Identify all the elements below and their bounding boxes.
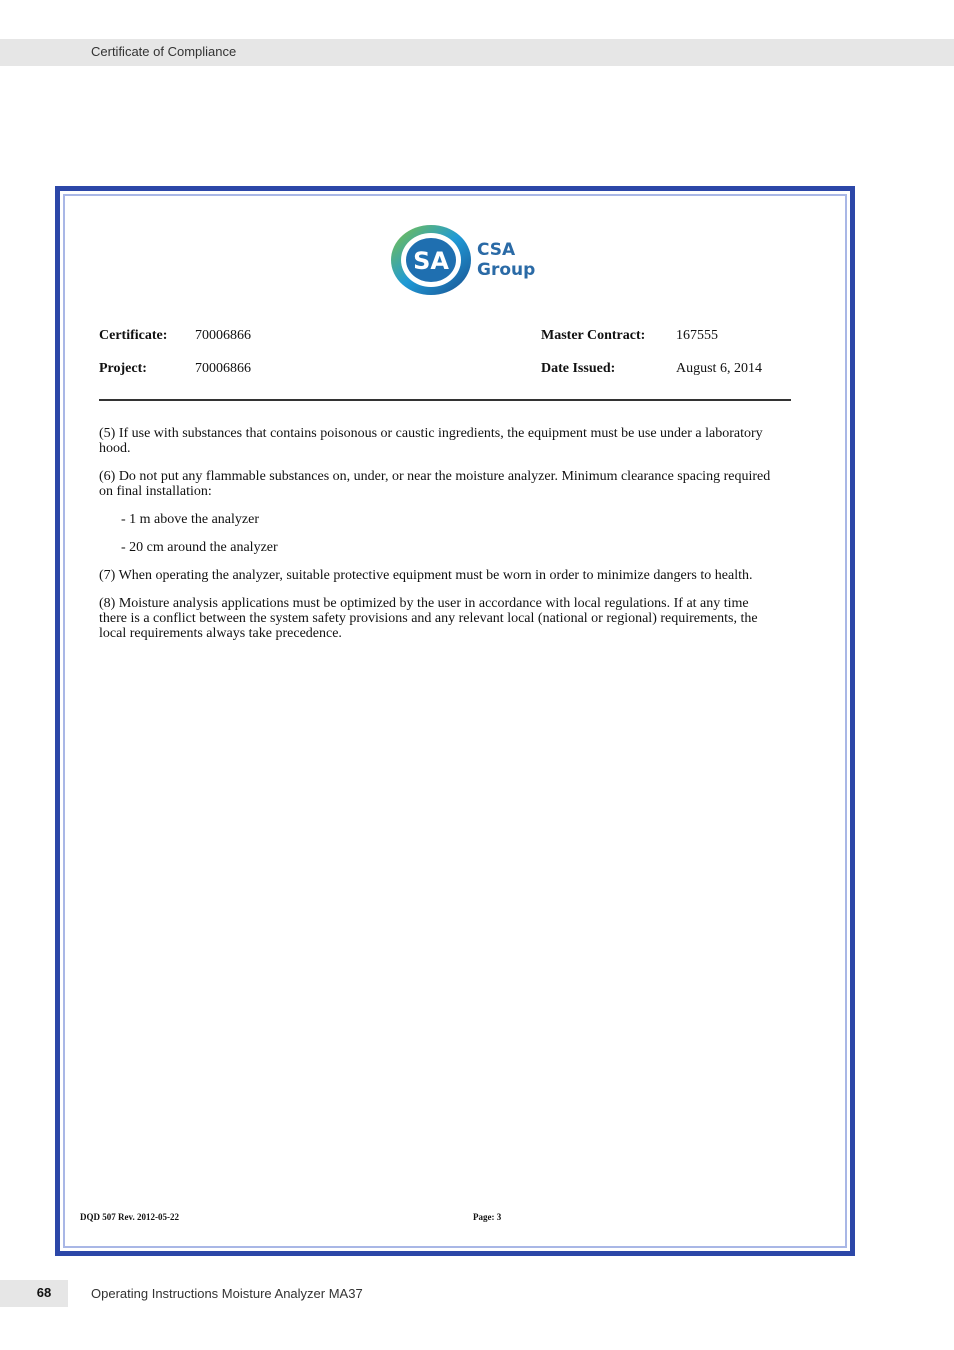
footer-title: Operating Instructions Moisture Analyzer MA37 (91, 1286, 363, 1301)
paragraph-8: (8) Moisture analysis applications must be optimized by the user in accordance with local regulations. If at any time there is a conflict between the system safety provisions and any relevant local (national or regional) requirements, the local requirements always take precedence. (99, 596, 758, 641)
logo-line-2: Group (477, 260, 536, 280)
bullet-clearance-above: - 1 m above the analyzer (121, 512, 259, 527)
paragraph-6: (6) Do not put any flammable substances on, under, or near the moisture analyzer. Minimum clearance spacing required on final installation: (99, 469, 771, 499)
date-issued-label: Date Issued: (541, 361, 616, 376)
csa-logo-icon (389, 222, 473, 298)
master-contract-label: Master Contract: (541, 328, 646, 343)
project-value: 70006866 (195, 361, 251, 376)
doc-page: Page: 3 (473, 1212, 502, 1222)
certificate-frame (55, 186, 855, 1256)
header-bar (0, 39, 954, 66)
logo-text (477, 240, 535, 280)
certificate-body (99, 426, 779, 654)
logo-emblem-text: SA (413, 247, 449, 275)
certificate-value: 70006866 (195, 328, 251, 343)
certificate-label: Certificate: (99, 328, 168, 343)
master-contract-value: 167555 (676, 328, 718, 343)
date-issued-value: August 6, 2014 (676, 361, 762, 376)
divider-rule (99, 399, 791, 401)
paragraph-5: (5) If use with substances that contains poisonous or caustic ingredients, the equipment must be use under a laboratory hood. (99, 426, 763, 456)
logo-line-1: CSA (477, 240, 516, 260)
paragraph-7: (7) When operating the analyzer, suitable protective equipment must be worn in order to minimize dangers to health. (99, 568, 753, 583)
header-title: Certificate of Compliance (91, 44, 237, 59)
page-number: 68 (36, 1285, 52, 1300)
project-label: Project: (99, 361, 147, 376)
page-number-box (0, 1280, 68, 1307)
doc-revision: DQD 507 Rev. 2012-05-22 (80, 1212, 179, 1222)
bullet-clearance-around: - 20 cm around the analyzer (121, 540, 278, 555)
certificate-inner-border (63, 194, 847, 1248)
